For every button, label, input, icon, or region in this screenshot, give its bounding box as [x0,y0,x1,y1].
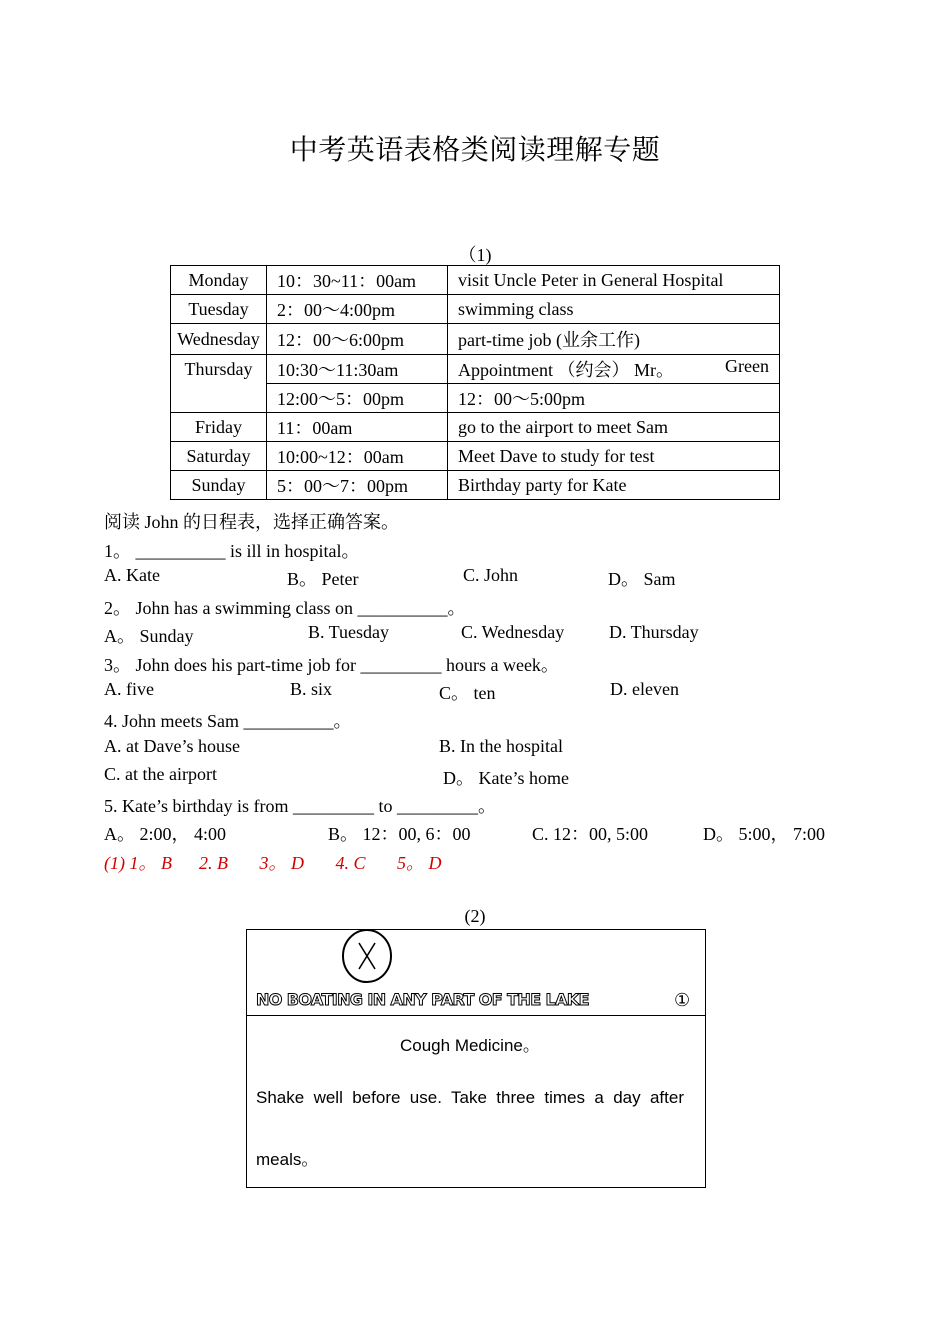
page-title: 中考英语表格类阅读理解专题 [289,133,661,166]
circled-number-1: ① [674,990,691,1011]
option-4a: A. at Dave’s house [104,736,240,756]
question-1: 1。 __________ is ill in hospital。 [104,541,360,561]
question-3: 3。 John does his part-time job for _________ hours a week。 [104,655,559,675]
option-5b: B。 12：00, 6：00 [328,824,471,844]
option-5c: C. 12：00, 5:00 [532,824,649,844]
option-5d: D。 5:00， 7:00 [703,824,826,844]
event-cell: go to the airport to meet Sam [448,413,780,442]
box-divider [247,1015,705,1016]
day-cell: Friday [171,413,267,442]
answer-key: (1) 1。 B 2. B 3。 D 4. C 5。 D [104,853,442,873]
time-cell: 5：00～7：00pm [267,471,448,500]
day-cell: Sunday [171,471,267,500]
option-1b: B。 Peter [287,569,359,589]
table-row [171,471,780,500]
event-cell [448,355,780,384]
option-1d: D。 Sam [608,569,676,589]
table-row [171,266,780,295]
time-cell: 10:30～11:30am [267,355,448,384]
time-cell: 12：00～6:00pm [267,324,448,355]
event-cell: visit Uncle Peter in General Hospital [448,266,780,295]
option-1c: C. John [463,565,519,585]
medicine-title: Cough Medicine。 [400,1036,540,1055]
option-2c: C. Wednesday [461,622,565,642]
schedule-table [170,265,780,500]
section-2-label: (2) [464,906,486,926]
event-cell: Birthday party for Kate [448,471,780,500]
question-5: 5. Kate’s birthday is from _________ to _________。 [104,796,496,816]
table-row [171,413,780,442]
option-2b: B. Tuesday [308,622,390,642]
time-cell: 11：00am [267,413,448,442]
option-4d: D。 Kate’s home [443,768,569,788]
day-cell: Thursday [171,355,267,413]
event-cell: 12：00～5:00pm [448,384,780,413]
event-cell: Meet Dave to study for test [448,442,780,471]
day-cell: Wednesday [171,324,267,355]
day-cell: Monday [171,266,267,295]
option-2a: A。 Sunday [104,626,194,646]
day-cell: Saturday [171,442,267,471]
section-1-label: （1) [458,245,492,265]
event-cell: swimming class [448,295,780,324]
event-appointment-name: Green [725,356,769,376]
option-3d: D. eleven [610,679,679,699]
option-3b: B. six [290,679,333,699]
option-5a: A。 2:00， 4:00 [104,824,227,844]
time-cell: 2：00～4:00pm [267,295,448,324]
event-cell: part-time job (业余工作) [448,324,780,355]
time-cell: 10：30~11：00am [267,266,448,295]
option-4b: B. In the hospital [439,736,563,756]
option-1a: A. Kate [104,565,160,585]
event-appointment-label: Appointment （约会） Mr。 [458,360,674,380]
medicine-instructions-line-2: meals。 [256,1150,319,1169]
medicine-instructions-line-1: Shake well before use. Take three times a day after [256,1088,684,1107]
question-4: 4. John meets Sam __________。 [104,711,352,731]
option-4c: C. at the airport [104,764,217,784]
time-cell: 12:00～5：00pm [267,384,448,413]
day-cell: Tuesday [171,295,267,324]
table-row [171,355,780,384]
no-boating-text: NO BOATING IN ANY PART OF THE LAKE [256,990,590,1009]
option-3a: A. five [104,679,154,699]
time-cell: 10:00~12：00am [267,442,448,471]
instruction: 阅读 John 的日程表，选择正确答案。 [104,512,400,532]
option-3c: C。 ten [439,683,496,703]
table-row [171,324,780,355]
question-2: 2。 John has a swimming class on __________。 [104,598,466,618]
no-boating-sign-icon [340,927,394,985]
table-row [171,295,780,324]
option-2d: D. Thursday [609,622,699,642]
table-row [171,442,780,471]
